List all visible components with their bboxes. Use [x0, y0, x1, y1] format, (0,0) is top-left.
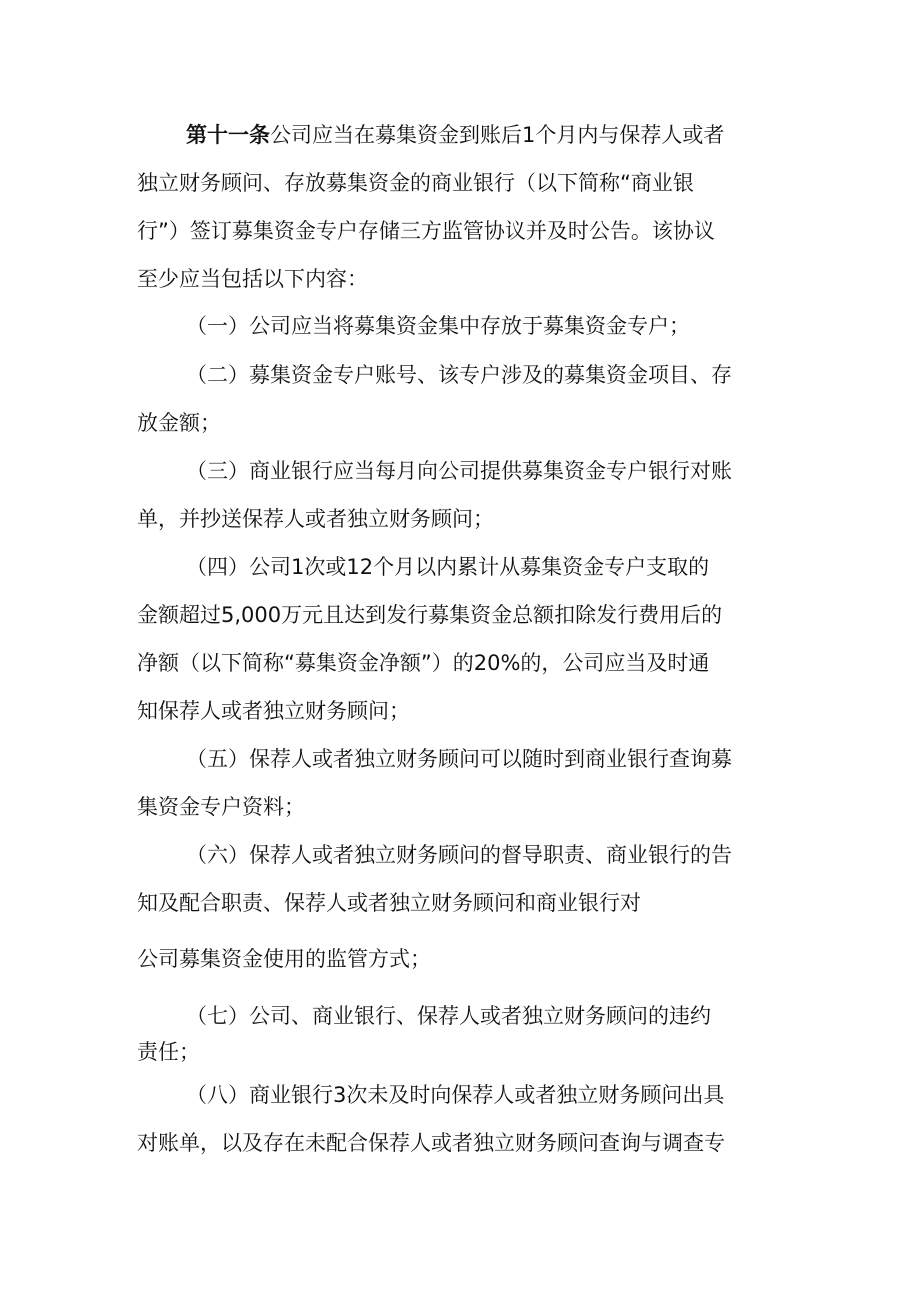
item-7-line: 责任；: [137, 1040, 200, 1064]
article-text-line: 独立财务顾问、存放募集资金的商业银行（以下简称“商业银: [137, 171, 694, 195]
item-4-line: 金额超过5,000万元且达到发行募集资金总额扣除发行费用后的: [137, 603, 723, 627]
item-4-line: （四）公司1次或12个月以内累计从募集资金专户支取的: [186, 555, 710, 579]
item-4-line: 知保荐人或者独立财务顾问；: [137, 699, 410, 723]
item-8-line: 对账单，以及存在未配合保荐人或者独立财务顾问查询与调查专: [137, 1131, 725, 1155]
article-text: 公司应当在募集资金到账后1个月内与保荐人或者: [270, 123, 725, 147]
item-6-line: （六）保荐人或者独立财务顾问的督导职责、商业银行的告: [186, 843, 732, 867]
item-4-line: 净额（以下简称“募集资金净额”）的20%的，公司应当及时通: [137, 651, 710, 675]
article-heading: 第十一条: [186, 123, 270, 147]
item-3-line: 单，并抄送保荐人或者独立财务顾问；: [137, 507, 494, 531]
item-2-line: （二）募集资金专户账号、该专户涉及的募集资金项目、存: [186, 363, 732, 387]
item-1-line: （一）公司应当将募集资金集中存放于募集资金专户；: [186, 314, 690, 338]
item-3-line: （三）商业银行应当每月向公司提供募集资金专户银行对账: [186, 459, 732, 483]
item-6-line: 公司募集资金使用的监管方式；: [137, 947, 431, 971]
article-text-line: 至少应当包括以下内容：: [137, 267, 368, 291]
item-8-line: （八）商业银行3次未及时向保荐人或者独立财务顾问出具: [186, 1083, 725, 1107]
item-2-line: 放金额；: [137, 411, 221, 435]
article-first-line: [186, 121, 724, 149]
item-7-line: （七）公司、商业银行、保荐人或者独立财务顾问的违约: [186, 1004, 711, 1028]
item-5-line: （五）保荐人或者独立财务顾问可以随时到商业银行查询募: [186, 747, 732, 771]
article-text-line: 行”）签订募集资金专户存储三方监管协议并及时公告。该协议: [137, 219, 715, 243]
item-5-line: 集资金专户资料；: [137, 795, 305, 819]
item-6-line: 知及配合职责、保荐人或者独立财务顾问和商业银行对: [137, 891, 641, 915]
